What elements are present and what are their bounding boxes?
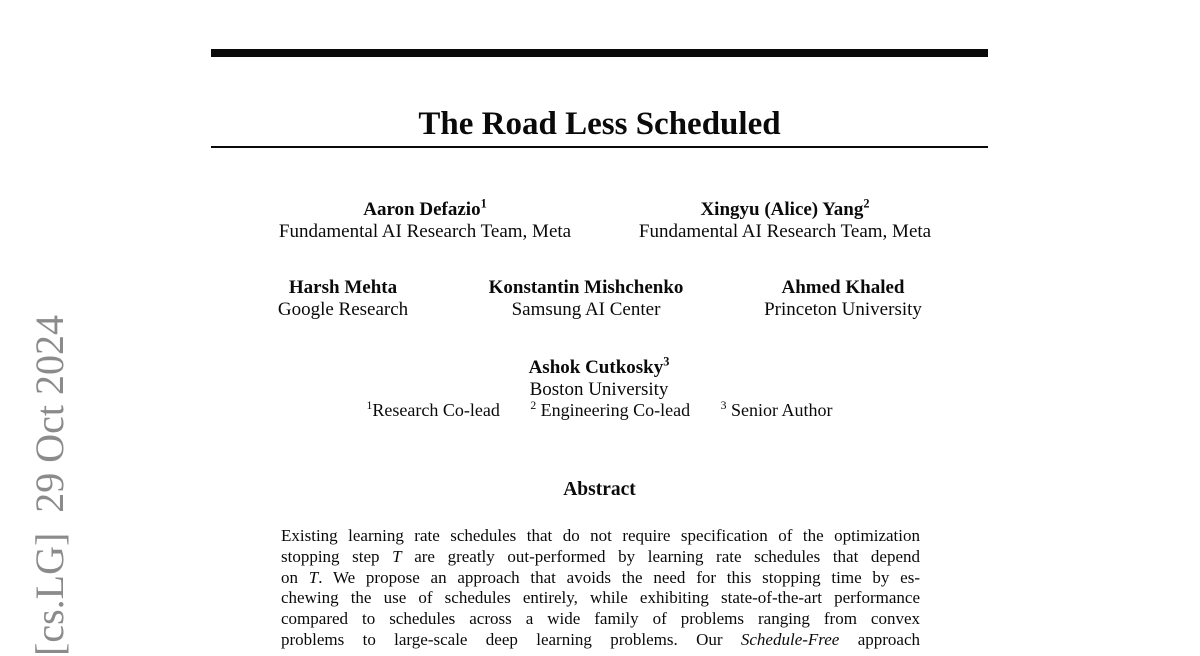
abstract-text: are greatly out-performed by learning rate schedules that depend: [401, 546, 920, 566]
author-name: [663, 277, 1023, 299]
paper-title: The Road Less Scheduled: [418, 106, 781, 143]
abstract-line: [281, 609, 920, 630]
author-name-text: Xingyu (Alice) Yang: [700, 199, 864, 220]
footnote-superscript: 1: [366, 399, 373, 412]
author-name: [605, 196, 965, 221]
abstract-line: [281, 547, 920, 568]
author-superscript: 2: [863, 196, 870, 211]
author-superscript: 1: [480, 196, 487, 211]
title-rule-top: [211, 49, 988, 57]
abstract-text: approach: [839, 629, 920, 649]
footnote-superscript: 2: [530, 399, 537, 412]
footnote-superscript: 3: [720, 399, 727, 412]
author-affiliation: Samsung AI Center: [511, 299, 661, 320]
abstract-text: . We propose an approach that avoids the need for this stopping time by es-: [318, 567, 920, 587]
abstract-text: chewing the use of schedules entirely, while exhibiting state-of-the-art performance: [281, 588, 920, 608]
author-name: [419, 354, 779, 379]
abstract-italic-text: T: [392, 546, 402, 566]
author-block: [663, 277, 1023, 321]
author-name-text: Ahmed Khaled: [781, 277, 905, 298]
footnote-engineering-colead: [530, 399, 690, 421]
author-name-text: Harsh Mehta: [288, 277, 398, 298]
footnote-senior-author: [721, 399, 833, 421]
author-affiliation: Fundamental AI Research Team, Meta: [278, 221, 572, 242]
abstract-heading: Abstract: [563, 479, 636, 500]
author-affiliation: Fundamental AI Research Team, Meta: [638, 221, 932, 242]
footnote-label: Senior Author: [726, 400, 833, 420]
author-footnotes: [211, 399, 988, 421]
author-name-text: Ashok Cutkosky: [528, 357, 664, 378]
abstract-italic-text: Schedule-Free: [740, 629, 840, 649]
author-block: [605, 196, 965, 243]
author-affiliation: Google Research: [277, 299, 409, 320]
author-affiliation: Princeton University: [764, 299, 922, 320]
abstract-italic-text: T: [308, 567, 319, 587]
abstract-text: Existing learning rate schedules that do not require specification of the optimization: [281, 526, 920, 545]
arxiv-stamp: [cs.LG] 29 Oct 2024: [27, 314, 72, 656]
author-affiliation: Boston University: [529, 379, 669, 400]
author-superscript: 3: [663, 354, 670, 369]
author-block: [245, 196, 605, 243]
abstract-line: [281, 526, 920, 547]
footnote-label: Engineering Co-lead: [536, 400, 691, 420]
author-name-text: Konstantin Mishchenko: [488, 277, 684, 298]
author-name: [245, 196, 605, 221]
abstract-text: stopping step: [281, 546, 393, 566]
abstract-line: [281, 588, 920, 609]
author-name-text: Aaron Defazio: [363, 199, 481, 220]
abstract-line: [281, 568, 920, 589]
footnote-research-colead: [367, 399, 500, 421]
abstract-text: compared to schedules across a wide family of problems ranging from convex: [281, 609, 920, 629]
title-rule-bottom: [211, 146, 988, 148]
author-block: [419, 354, 779, 401]
footnote-label: Research Co-lead: [372, 400, 500, 420]
abstract-text: problems to large-scale deep learning problems. Our: [281, 629, 741, 649]
abstract-text: on: [281, 567, 309, 587]
abstract-body: [281, 526, 920, 651]
